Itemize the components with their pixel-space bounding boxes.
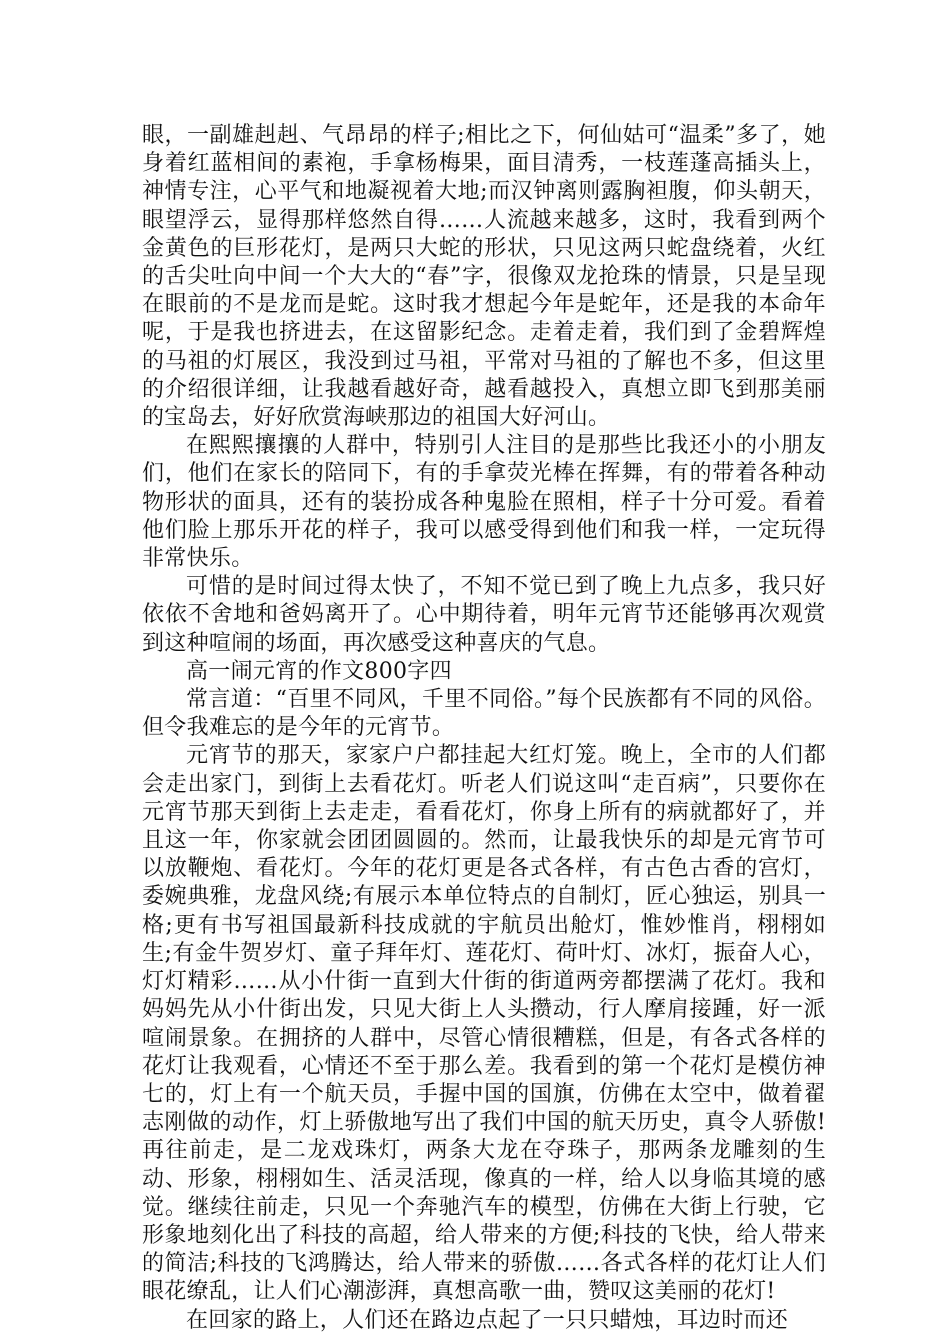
paragraph-3: 可惜的是时间过得太快了，不知不觉已到了晚上九点多，我只好依依不舍地和爸妈离开了。心中期待着，明年元宵节还能够再次观赏到这种喧闹的场面，再次感受这种喜庆的气息。 — [142, 574, 826, 656]
document-body — [142, 122, 826, 1335]
paragraph-2: 在熙熙攘攘的人群中，特别引人注目的是那些比我还小的小朋友们，他们在家长的陪同下，有的手拿荧光棒在挥舞，有的带着各种动物形状的面具，还有的装扮成各种鬼脸在照相，样子十分可爱。看着他们脸上那乐开花的样子，我可以感受得到他们和我一样，一定玩得非常快乐。 — [142, 433, 826, 572]
paragraph-5: 元宵节的那天，家家户户都挂起大红灯笼。晚上，全市的人们都会走出家门，到街上去看花灯。听老人们说这叫“走百病”，只要你在元宵节那天到街上去走走，看看花灯，你身上所有的病就都好了，并且这一年，你家就会团团圆圆的。然而，让最我快乐的却是元宵节可以放鞭炮、看花灯。今年的花灯更是各式各样，有古色古香的宫灯，委婉典雅，龙盘风绕;有展示本单位特点的自制灯，匠心独运，别具一格;更有书写祖国最新科技成就的宇航员出舱灯，惟妙惟肖，栩栩如生;有金牛贺岁灯、童子拜年灯、莲花灯、荷叶灯、冰灯，振奋人心，灯灯精彩……从小什街一直到大什街的街道两旁都摆满了花灯。我和妈妈先从小什街出发，只见大街上人头攒动，行人摩肩接踵，好一派喧闹景象。在拥挤的人群中，尽管心情很糟糕，但是，有各式各样的花灯让我观看，心情还不至于那么差。我看到的第一个花灯是模仿神七的，灯上有一个航天员，手握中国的国旗，仿佛在太空中，做着翟志刚做的动作，灯上骄傲地写出了我们中国的航天历史，真令人骄傲!再往前走，是二龙戏珠灯，两条大龙在夺珠子，那两条龙雕刻的生动、形象，栩栩如生、活灵活现，像真的一样，给人以身临其境的感觉。继续往前走，只见一个奔驰汽车的模型，仿佛在大街上行驶，它形象地刻化出了科技的高超，给人带来的方便;科技的飞快，给人带来的简洁;科技的飞鸿腾达，给人带来的骄傲……各式各样的花灯让人们眼花缭乱，让人们心潮澎湃，真想高歌一曲，赞叹这美丽的花灯! — [142, 743, 826, 1305]
section-heading: 高一闹元宵的作文800字四 — [186, 658, 452, 684]
paragraph-6: 在回家的路上，人们还在路边点起了一只只蜡烛，耳边时而还 — [186, 1307, 789, 1333]
paragraph-1: 眼，一副雄赳赳、气昂昂的样子;相比之下，何仙姑可“温柔”多了，她身着红蓝相间的素袍，手拿杨梅果，面目清秀，一枝莲蓬高插头上，神情专注，心平气和地凝视着大地;而汉钟离则露胸袒腹，仰头朝天，眼望浮云，显得那样悠然自得……人流越来越多，这时，我看到两个金黄色的巨形花灯，是两只大蛇的形状，只见这两只蛇盘绕着，火红的舌尖吐向中间一个大大的“春”字，很像双龙抢珠的情景，只是呈现在眼前的不是龙而是蛇。这时我才想起今年是蛇年，还是我的本命年呢，于是我也挤进去，在这留影纪念。走着走着，我们到了金碧辉煌的马祖的灯展区，我没到过马祖，平常对马祖的了解也不多，但这里的介绍很详细，让我越看越好奇，越看越投入，真想立即飞到那美丽的宝岛去，好好欣赏海峡那边的祖国大好河山。 — [142, 123, 826, 431]
paragraph-4: 常言道：“百里不同风，千里不同俗。”每个民族都有不同的风俗。但令我难忘的是今年的元宵节。 — [142, 687, 826, 741]
